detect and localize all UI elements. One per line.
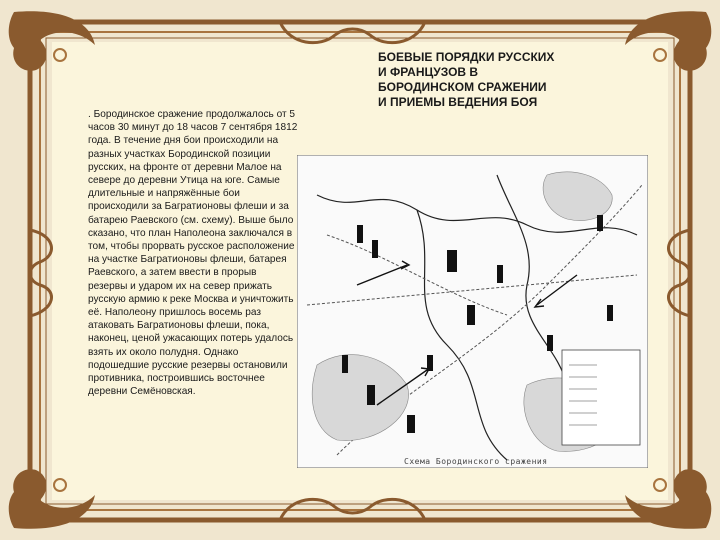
- body-paragraph: . Бородинское сражение продолжалось от 5 часов 30 минут до 18 часов 7 сентября 1812 года. В течение дня бои происходили на разных участках Бородинской позиции русских, на фронте от деревни Малое на севере до деревни Утица на юге. Самые длительные и напряжённые бои происходили за Багратионовы флеши и за батарею Раевского (см. схему). Выше было сказано, что план Наполеона заключался в том, чтобы прорвать русское расположение на участке Багратионовы флеши, батарея Раевского, а затем ввести в прорыв резервы и ударом их на север прижать русскую армию к реке Москва и уничтожить её. Наполеону пришлось восемь раз атаковать Багратионовы флеши, пока, наконец, ценой ужасающих потерь удалось взять их около полудня. Однако подошедшие русские резервы остановили противника, построившись восточнее деревни Семёновская.: [88, 109, 298, 398]
- battle-map-icon: [297, 155, 648, 468]
- map-caption: Схема Бородинского сражения: [404, 457, 548, 466]
- slide-title: БОЕВЫЕ ПОРЯДКИ РУССКИХ И ФРАНЦУЗОВ В БОРОДИНСКОМ СРАЖЕНИИ И ПРИЕМЫ ВЕДЕНИЯ БОЯ: [378, 50, 555, 109]
- battle-map-illustration: [297, 155, 648, 468]
